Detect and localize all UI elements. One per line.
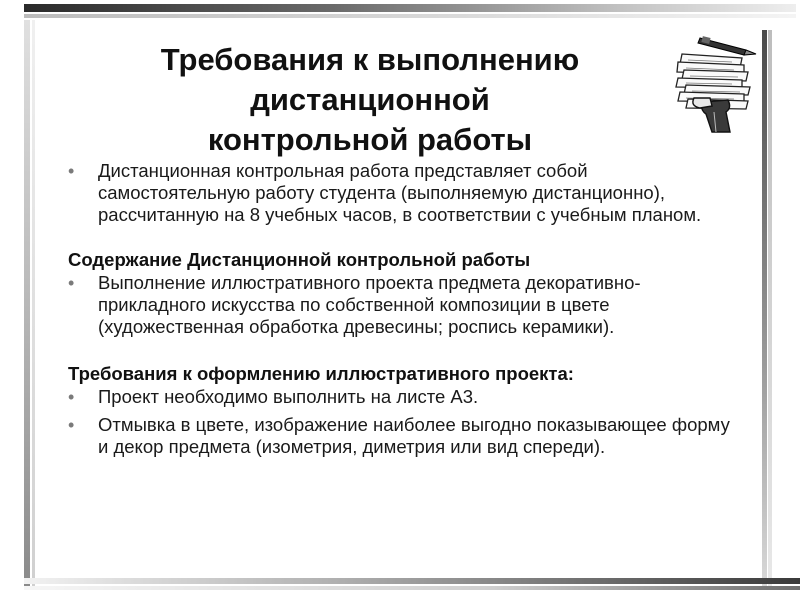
frame-top-bar	[24, 4, 796, 12]
section-heading-content: Содержание Дистанционной контрольной работы	[68, 249, 531, 270]
frame-right-inner-bar	[768, 30, 772, 586]
slide-title	[90, 40, 650, 160]
frame-left-bar	[24, 20, 30, 586]
title-line-1: Требования к выполнению	[160, 42, 580, 77]
frame-bottom-bar	[24, 578, 800, 584]
content-bullet-text: Выполнение иллюстративного проекта предмета декоративно-прикладного искусства по собственной композиции в цвете (художественная обработка древесины; роспись керамики).	[98, 272, 641, 337]
frame-bottom-inner-bar	[24, 586, 800, 590]
bullet-marker: •	[68, 387, 75, 407]
intro-bullet-text: Дистанционная контрольная работа представляет собой самостоятельную работу студента (выполняемую дистанционно), рассчитанную на 8 учебных часов, в соответствии с учебным планом.	[98, 160, 702, 225]
slide-content	[60, 160, 740, 464]
content-bullet-item	[60, 272, 740, 338]
requirements-bullet-text-2: Отмывка в цвете, изображение наиболее выгодно показывающее форму и декор предмета (изометрия, диметрия или вид спереди).	[98, 414, 730, 457]
bullet-marker: •	[68, 415, 75, 435]
frame-top-inner-bar	[24, 14, 796, 18]
paper-stack-hand-icon	[672, 28, 764, 136]
requirements-bullet-text-1: Проект необходимо выполнить на листе А3.	[98, 386, 479, 407]
title-line-2: дистанционной	[250, 82, 490, 117]
intro-bullet-list	[60, 160, 740, 226]
bullet-marker: •	[68, 273, 75, 293]
bullet-marker: •	[68, 161, 75, 181]
frame-left-inner-bar	[32, 20, 35, 586]
requirements-bullet-item	[60, 386, 740, 408]
intro-bullet-item	[60, 160, 740, 226]
pen-icon	[698, 36, 756, 55]
title-line-3: контрольной работы	[207, 122, 533, 157]
hand-icon	[693, 98, 730, 132]
requirements-bullet-list	[60, 386, 740, 458]
section-heading-requirements: Требования к оформлению иллюстративного проекта:	[68, 363, 574, 384]
requirements-bullet-item	[60, 414, 740, 458]
content-bullet-list	[60, 272, 740, 338]
